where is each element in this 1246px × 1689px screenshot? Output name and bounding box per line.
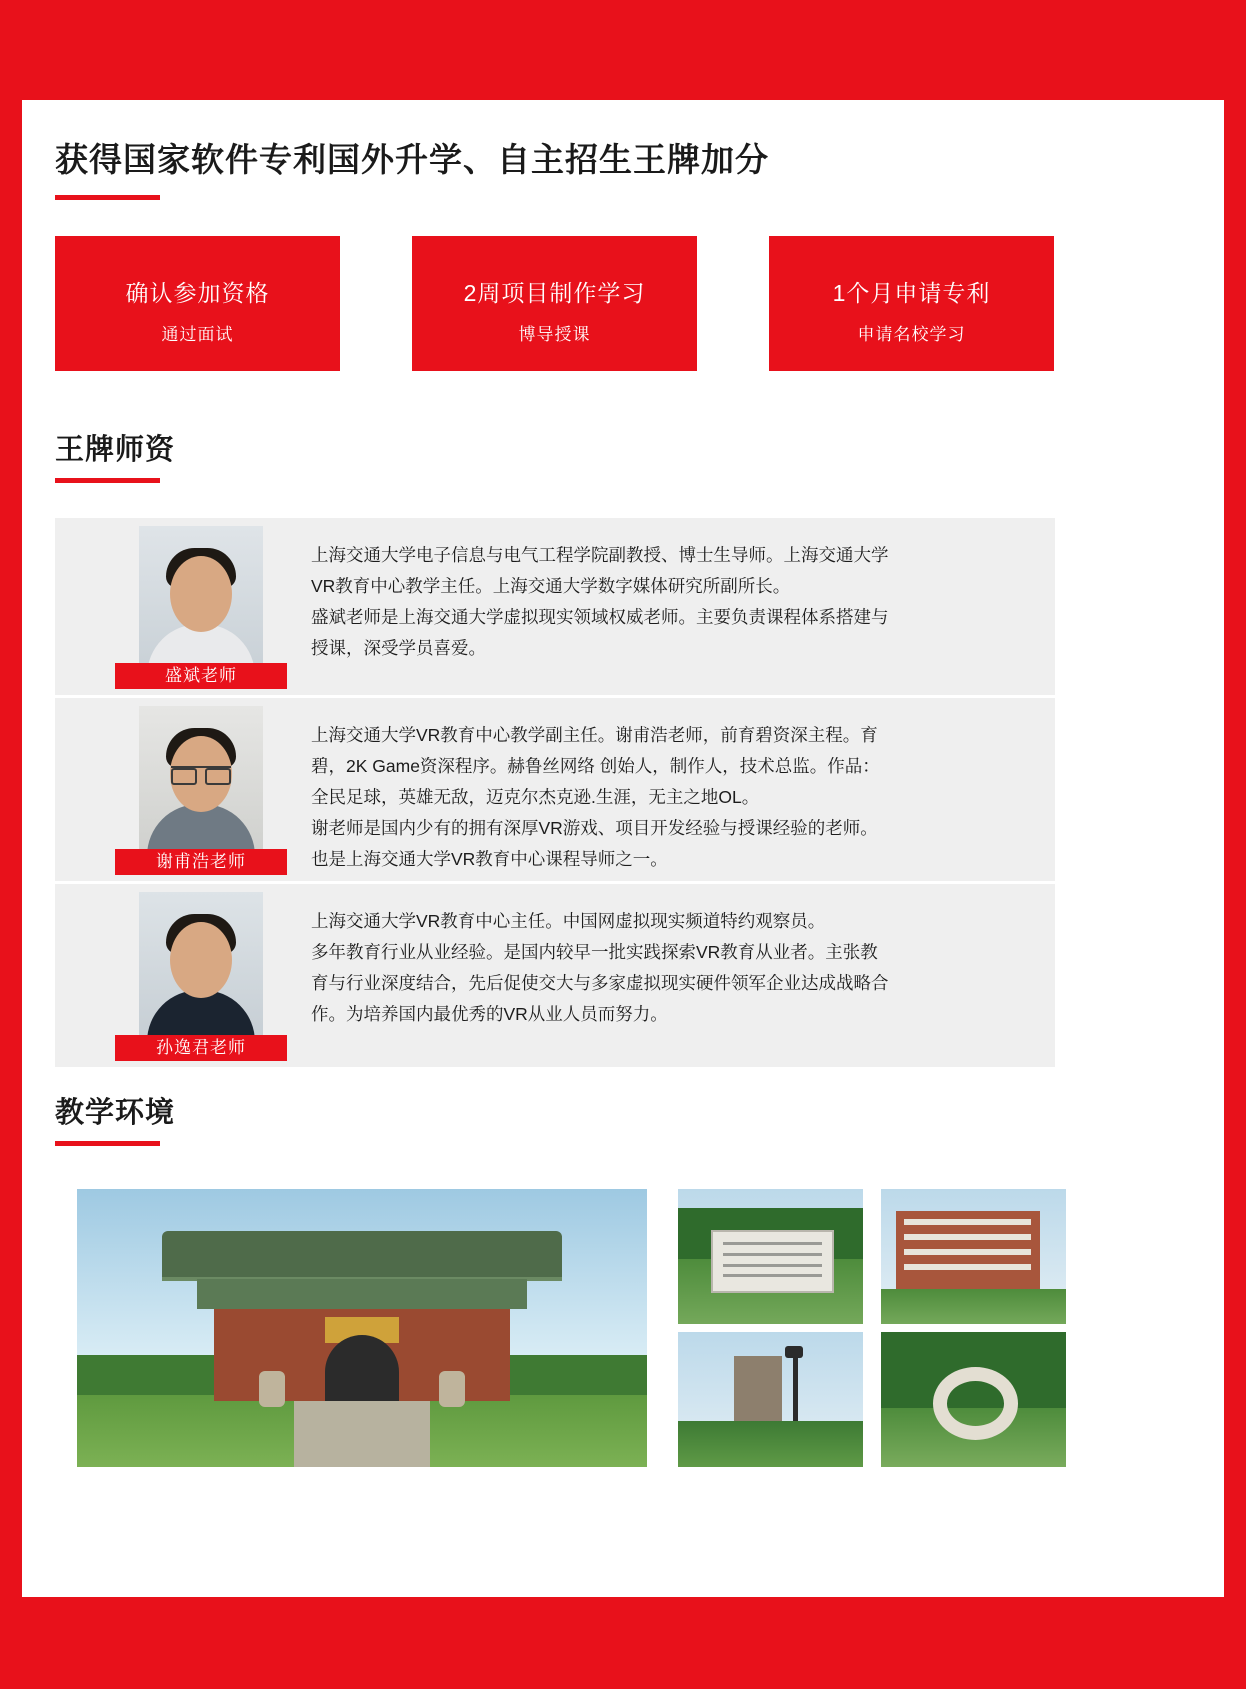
teacher-name-tag: 盛斌老师 [115, 663, 287, 689]
bottom-red-band [0, 1597, 1246, 1689]
top-red-band [0, 0, 1246, 100]
teacher-bio [295, 518, 1055, 664]
teacher-row [55, 884, 1055, 1067]
page-content [22, 100, 1224, 1597]
teacher-bio-line: 多年教育行业从业经验。是国内较早一批实践探索VR教育从业者。主张教 [311, 942, 878, 962]
glasses-icon [171, 766, 231, 782]
section-underline-teachers [55, 478, 160, 483]
teacher-bio-line: VR教育中心教学主任。上海交通大学数字媒体研究所副所长。 [311, 576, 791, 596]
step-box-1[interactable] [55, 236, 340, 371]
teacher-list [55, 518, 1055, 1070]
step-2-subtitle: 博导授课 [518, 325, 591, 344]
teacher-bio-line: 上海交通大学电子信息与电气工程学院副教授、博士生导师。上海交通大学 [311, 545, 889, 565]
teacher-name-tag: 孙逸君老师 [115, 1035, 287, 1061]
teacher-bio-line: 上海交通大学VR教育中心主任。中国网虚拟现实频道特约观察员。 [311, 911, 826, 931]
teacher-row [55, 698, 1055, 881]
campus-tower-photo [678, 1332, 863, 1467]
title-underline [55, 195, 160, 200]
right-red-band [1224, 0, 1246, 1689]
environment-gallery [77, 1189, 1089, 1467]
section-title-teachers: 王牌师资 [55, 434, 176, 466]
step-3-subtitle: 申请名校学习 [857, 325, 966, 344]
teacher-bio-line: 谢老师是国内少有的拥有深厚VR游戏、项目开发经验与授课经验的老师。 [311, 818, 878, 838]
step-1-title: 确认参加资格 [125, 280, 270, 306]
campus-gate-photo [77, 1189, 647, 1467]
teacher-bio [295, 884, 1055, 1030]
teacher-bio-line: 上海交通大学VR教育中心教学副主任。谢甫浩老师，前育碧资深主程。育 [311, 725, 878, 745]
campus-sculpture-photo [881, 1332, 1066, 1467]
left-red-band [0, 0, 22, 1689]
teacher-bio-line: 作。为培养国内最优秀的VR从业人员而努力。 [311, 1004, 668, 1024]
teacher-portrait [139, 526, 263, 676]
step-1-subtitle: 通过面试 [161, 325, 234, 344]
teacher-bio-line: 碧，2K Game资深程序。赫鲁丝网络 创始人，制作人，技术总监。作品： [311, 756, 880, 776]
teacher-photo-wrap [55, 884, 295, 1067]
step-3-title: 1个月申请专利 [832, 280, 991, 306]
teacher-bio [295, 698, 1055, 875]
campus-building-photo [881, 1189, 1066, 1324]
teacher-bio-line: 授课，深受学员喜爱。 [311, 638, 486, 658]
teacher-portrait [139, 892, 263, 1042]
teacher-portrait [139, 706, 263, 856]
teacher-bio-line: 盛斌老师是上海交通大学虚拟现实领域权威老师。主要负责课程体系搭建与 [311, 607, 889, 627]
teacher-bio-line: 也是上海交通大学VR教育中心课程导师之一。 [311, 849, 668, 869]
section-title-environment: 教学环境 [55, 1097, 176, 1129]
step-box-3[interactable] [769, 236, 1054, 371]
step-box-2[interactable] [412, 236, 697, 371]
step-2-title: 2周项目制作学习 [463, 280, 646, 306]
teacher-photo-wrap [55, 698, 295, 881]
page-title: 获得国家软件专利国外升学、自主招生王牌加分 [55, 141, 769, 178]
steps-row [55, 236, 1055, 376]
campus-signboard-photo [678, 1189, 863, 1324]
teacher-bio-line: 全民足球，英雄无敌，迈克尔杰克逊.生涯，无主之地OL。 [311, 787, 760, 807]
teacher-photo-wrap [55, 518, 295, 695]
teacher-name-tag: 谢甫浩老师 [115, 849, 287, 875]
section-underline-environment [55, 1141, 160, 1146]
teacher-row [55, 518, 1055, 695]
teacher-bio-line: 育与行业深度结合，先后促使交大与多家虚拟现实硬件领军企业达成战略合 [311, 973, 889, 993]
